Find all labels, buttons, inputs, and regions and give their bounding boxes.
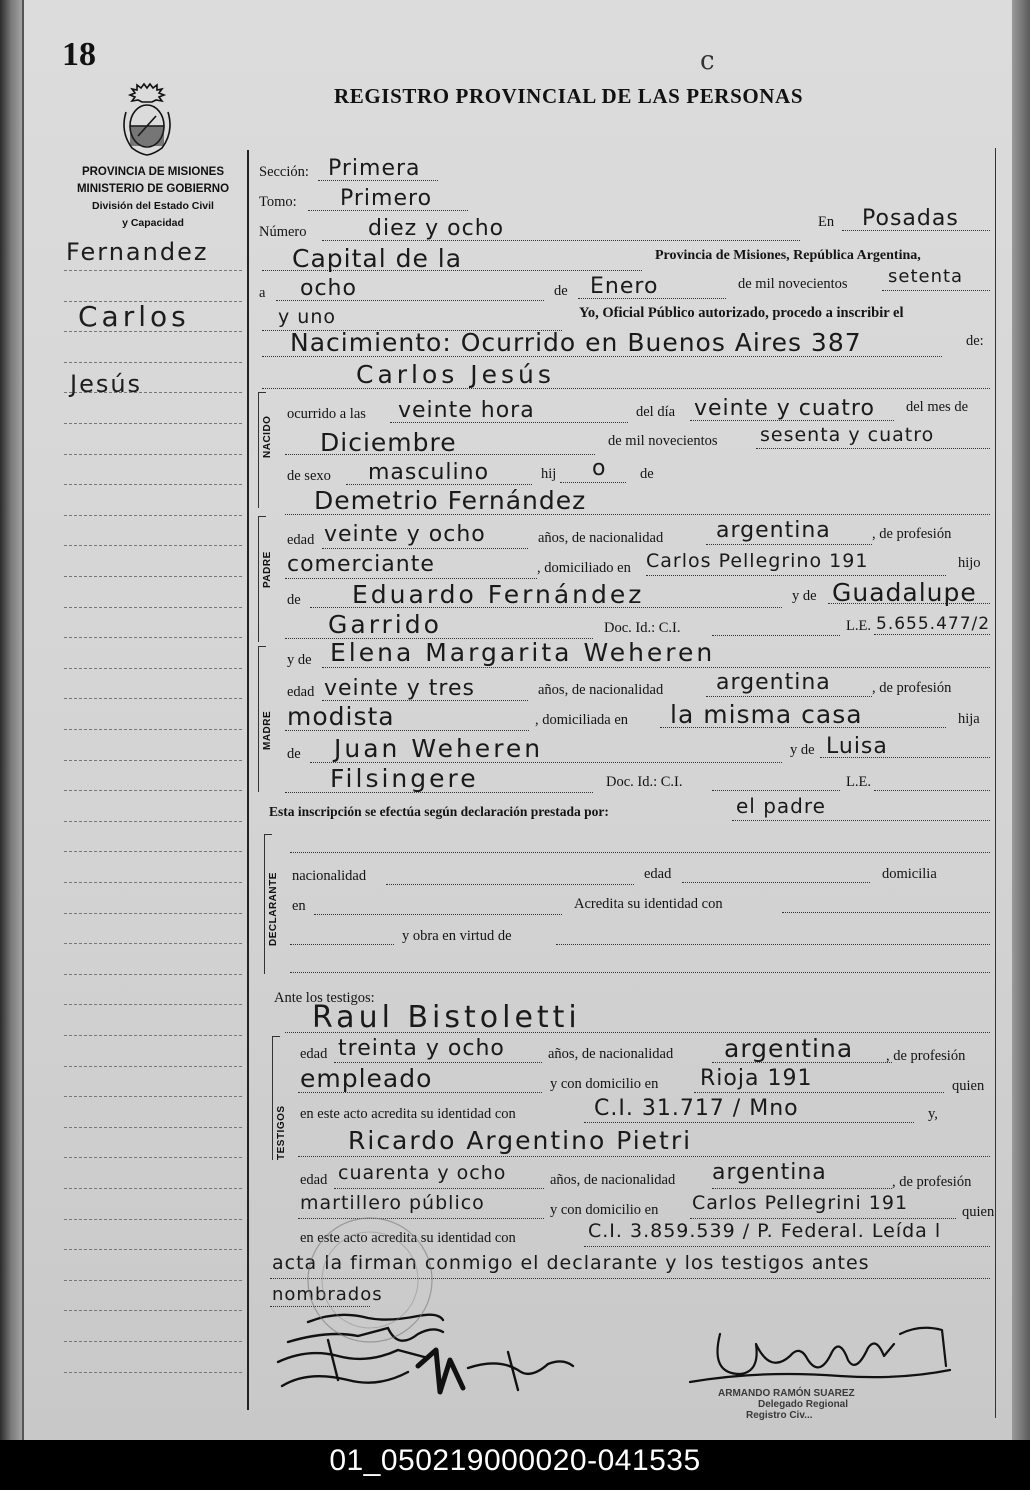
padre-doc-label: Doc. Id.: C.I.: [604, 620, 681, 636]
t2-dom-value: Carlos Pellegrini 191: [692, 1192, 909, 1214]
de-colon: de:: [966, 333, 984, 349]
rule: [712, 790, 840, 791]
t1-edad-value: treinta y ocho: [338, 1036, 505, 1061]
t1-doc-value: C.I. 31.717 / Mno: [594, 1096, 799, 1121]
dia-value: ocho: [300, 276, 357, 301]
padre-dom-label: , domiciliado en: [537, 560, 631, 576]
t2-dom-label: y con domicilio en: [550, 1202, 659, 1218]
madre-edad-label: edad: [287, 684, 315, 700]
maternal-grandmother-surname: Filsingere: [330, 764, 479, 793]
rule: [756, 448, 990, 449]
hija-label: hija: [958, 711, 980, 727]
rule: [298, 1156, 990, 1157]
t2-nac-label: años, de nacionalidad: [550, 1172, 676, 1188]
nacido-dia-value: veinte y cuatro: [694, 396, 875, 421]
margin-rule-line: [64, 698, 242, 699]
margin-rule-line: [64, 729, 242, 730]
margin-rule-line: [64, 790, 242, 791]
margin-rule-line: [64, 1004, 242, 1005]
child-name: Carlos Jesús: [356, 360, 555, 389]
madre-prof-value: modista: [287, 702, 395, 731]
authority-line-4: y Capacidad: [122, 217, 184, 229]
document-title: REGISTRO PROVINCIAL DE LAS PERSONAS: [334, 84, 804, 108]
declarante-tag: DECLARANTE: [268, 872, 279, 946]
madre-dom-value: la misma casa: [670, 700, 863, 729]
nacimiento-value: Nacimiento: Ocurrido en Buenos Aires 387: [290, 328, 862, 357]
closing-line-2: nombrados: [272, 1284, 383, 1305]
padre-le-value: 5.655.477/2: [876, 614, 991, 634]
margin-rule-line: [64, 821, 242, 822]
testigos-tag: TESTIGOS: [276, 1105, 287, 1160]
margin-rule-line: [64, 607, 242, 608]
padre-de-label: de: [287, 592, 301, 608]
margin-rule-line: [64, 760, 242, 761]
image-identifier: 01_050219000020-041535: [329, 1444, 701, 1477]
de-label: de: [554, 283, 568, 299]
t1-nac-label: años, de nacionalidad: [548, 1046, 674, 1062]
witness-2-name: Ricardo Argentino Pietri: [348, 1126, 693, 1155]
rule: [874, 790, 990, 791]
rule: [694, 1092, 944, 1093]
authority-line-3: División del Estado Civil: [92, 200, 214, 212]
margin-rule-line: [64, 1280, 242, 1281]
margin-rule-line: [64, 515, 242, 516]
padre-nac-label: años, de nacionalidad: [538, 530, 664, 546]
nacido-anio-label: de mil novecientos: [608, 433, 718, 449]
margin-rule-line: [64, 637, 242, 638]
round-seal-icon: [300, 1210, 440, 1350]
declarante-obra-label: y obra en virtud de: [402, 928, 512, 944]
rule: [584, 1122, 914, 1123]
nacido-de-label: de: [640, 466, 654, 482]
ante-testigos-label: Ante los testigos:: [274, 990, 375, 1006]
hij-label: hij: [541, 466, 557, 482]
nacido-mes-value: Diciembre: [320, 428, 457, 457]
padre-le-label: L.E.: [846, 618, 871, 634]
margin-rule-line: [64, 668, 242, 669]
t1-quien-label: quien: [952, 1078, 985, 1094]
margin-rule-line: [64, 423, 242, 424]
madre-yde2-label: y de: [790, 742, 815, 758]
tomo-value: Primero: [340, 186, 433, 211]
margin-rule-line: [64, 576, 242, 577]
hora-value: veinte hora: [398, 398, 535, 423]
margin-divider: [247, 150, 249, 1410]
margin-rule-line: [64, 851, 242, 852]
rule: [285, 578, 537, 579]
margin-surname: Fernandez: [66, 238, 209, 266]
rule: [314, 914, 562, 915]
margin-second-name: Jesús: [70, 370, 143, 398]
padre-prof-label: , de profesión: [872, 526, 952, 542]
t2-prof-label: , de profesión: [892, 1174, 972, 1190]
rule: [322, 548, 528, 549]
t1-y-label: y,: [928, 1106, 938, 1122]
stamp-line-3: Registro Civ...: [746, 1410, 813, 1421]
madre-tag: MADRE: [262, 710, 273, 750]
margin-rule-line: [64, 1341, 242, 1342]
margin-rule-line: [64, 270, 242, 271]
rule: [706, 696, 872, 697]
rule: [706, 544, 872, 545]
rule: [646, 575, 946, 576]
t2-acto-label: en este acto acredita su identidad con: [300, 1230, 516, 1246]
t1-dom-value: Rioja 191: [700, 1066, 813, 1091]
padre-edad-value: veinte y ocho: [324, 522, 486, 547]
padre-nac-value: argentina: [716, 518, 831, 543]
stamp-line-2: Delegado Regional: [758, 1399, 849, 1410]
capital-value: Capital de la: [292, 244, 463, 273]
margin-rule-line: [64, 1066, 242, 1067]
rule: [874, 634, 990, 635]
padre-dom-value: Carlos Pellegrino 191: [646, 550, 869, 572]
madre-de-label: de: [287, 746, 301, 762]
t2-edad-value: cuarenta y ocho: [338, 1162, 507, 1184]
margin-rule-line: [64, 1310, 242, 1311]
rule: [290, 972, 990, 973]
en-value: Posadas: [862, 206, 959, 231]
rule: [732, 820, 990, 821]
oficial-text: Yo, Oficial Público autorizado, procedo a inscribir el: [579, 305, 904, 321]
margin-rule-line: [64, 882, 242, 883]
rule: [712, 1188, 892, 1189]
anio-label: de mil novecientos: [738, 276, 848, 292]
tomo-label: Tomo:: [259, 194, 297, 210]
del-mes-label: del mes de: [906, 399, 969, 415]
margin-rule-line: [64, 362, 242, 363]
margin-rule-line: [64, 974, 242, 975]
margin-rule-line: [64, 913, 242, 914]
margin-rule-line: [64, 1249, 242, 1250]
padre-prof-value: comerciante: [287, 552, 435, 577]
nacido-tag: NACIDO: [262, 415, 273, 458]
mes-value: Enero: [590, 274, 659, 299]
maternal-grandfather: Juan Weheren: [334, 734, 544, 763]
declaracion-text: Esta inscripción se efectúa según declaración prestada por:: [269, 804, 609, 819]
rule: [682, 882, 870, 883]
margin-rule-line: [64, 1219, 242, 1220]
margin-rule-line: [64, 484, 242, 485]
padre-tag: PADRE: [262, 551, 273, 588]
rule: [782, 912, 990, 913]
rule: [556, 944, 990, 945]
margin-first-name: Carlos: [78, 300, 190, 333]
margin-rule-line: [64, 1372, 242, 1373]
del-dia-label: del día: [636, 404, 676, 420]
rule: [334, 1062, 542, 1063]
rule: [712, 635, 840, 636]
t1-acto-label: en este acto acredita su identidad con: [300, 1106, 516, 1122]
madre-nac-label: años, de nacionalidad: [538, 682, 664, 698]
authority-line-2: MINISTERIO DE GOBIERNO: [76, 183, 230, 195]
declaracion-value: el padre: [736, 794, 826, 818]
corner-mark: c: [700, 46, 715, 76]
authority-line-1: PROVINCIA DE MISIONES: [81, 166, 225, 178]
witness-1-name: Raul Bistoletti: [312, 1000, 581, 1035]
rule: [882, 290, 990, 291]
t2-doc-value: C.I. 3.859.539 / P. Federal. Leída l: [588, 1220, 942, 1242]
t2-edad-label: edad: [300, 1172, 328, 1188]
sexo-label: de sexo: [287, 468, 331, 484]
nacido-anio-value: sesenta y cuatro: [760, 424, 935, 446]
margin-rule-line: [64, 1127, 242, 1128]
t1-nac-value: argentina: [724, 1034, 854, 1063]
en-label: En: [818, 214, 835, 230]
rule: [290, 852, 990, 853]
seccion-value: Primera: [328, 156, 421, 181]
padre-yde-label: y de: [792, 588, 817, 604]
madre-nac-value: argentina: [716, 670, 831, 695]
t1-prof-value: empleado: [300, 1064, 433, 1093]
father-full-name: Demetrio Fernández: [314, 486, 587, 515]
a-label: a: [259, 285, 266, 301]
coat-of-arms-icon: [116, 82, 178, 158]
hijo-label: hijo: [958, 555, 981, 571]
rule: [560, 482, 626, 483]
rule: [386, 884, 634, 885]
paternal-grandmother-surname: Garrido: [328, 610, 442, 639]
margin-rule-line: [64, 454, 242, 455]
padre-edad-label: edad: [287, 532, 315, 548]
t1-dom-label: y con domicilio en: [550, 1076, 659, 1092]
madre-dom-label: , domiciliada en: [535, 712, 629, 728]
scan-edge-right: [1012, 0, 1030, 1440]
margin-rule-line: [64, 943, 242, 944]
madre-doc-label: Doc. Id.: C.I.: [606, 774, 683, 790]
hij-value: o: [592, 456, 607, 481]
sexo-value: masculino: [368, 460, 490, 485]
issuing-authority: [58, 164, 248, 232]
t1-prof-label: , de profesión: [886, 1048, 966, 1064]
rule: [334, 1188, 544, 1189]
mother-full-name: Elena Margarita Weheren: [330, 638, 716, 667]
rule: [690, 1218, 956, 1219]
t1-edad-label: edad: [300, 1046, 328, 1062]
numero-value: diez y ocho: [368, 216, 505, 241]
t2-quien-label: quien: [962, 1204, 995, 1220]
official-stamp: [718, 1388, 855, 1421]
paternal-grandmother: Guadalupe: [832, 578, 977, 607]
paternal-grandfather: Eduardo Fernández: [352, 580, 645, 609]
margin-rule-line: [64, 1157, 242, 1158]
anio-value-cont: y uno: [278, 306, 336, 328]
t2-nac-value: argentina: [712, 1160, 827, 1185]
margin-rule-line: [64, 1096, 242, 1097]
stamp-line-1: ARMANDO RAMÓN SUAREZ: [718, 1388, 855, 1399]
rule: [584, 1246, 990, 1247]
provincia-text: Provincia de Misiones, República Argentina,: [655, 248, 921, 263]
maternal-grandmother: Luisa: [826, 734, 888, 759]
madre-prof-label: , de profesión: [872, 680, 952, 696]
madre-le-label: L.E.: [846, 774, 871, 790]
declarante-dom-label: domicilia: [882, 866, 937, 882]
anio-value: setenta: [888, 266, 964, 287]
margin-rule-line: [64, 1035, 242, 1036]
rule: [322, 667, 990, 668]
t2-prof-value: martillero público: [300, 1192, 485, 1214]
closing-line-1: acta la firman conmigo el declarante y los testigos antes: [272, 1252, 870, 1274]
seccion-label: Sección:: [259, 164, 309, 180]
declarante-en-label: en: [292, 898, 306, 914]
margin-rule-line: [64, 545, 242, 546]
madre-edad-value: veinte y tres: [324, 676, 475, 701]
declarante-nac-label: nacionalidad: [292, 868, 367, 884]
margin-rule-line: [64, 1188, 242, 1189]
ocurrido-label: ocurrido a las: [287, 406, 366, 422]
madre-yde-label: y de: [287, 652, 312, 668]
page-number: 18: [62, 36, 96, 73]
declarante-edad-label: edad: [644, 866, 672, 882]
declarante-acredita-label: Acredita su identidad con: [574, 896, 723, 912]
rule: [290, 944, 394, 945]
numero-label: Número: [259, 224, 307, 240]
